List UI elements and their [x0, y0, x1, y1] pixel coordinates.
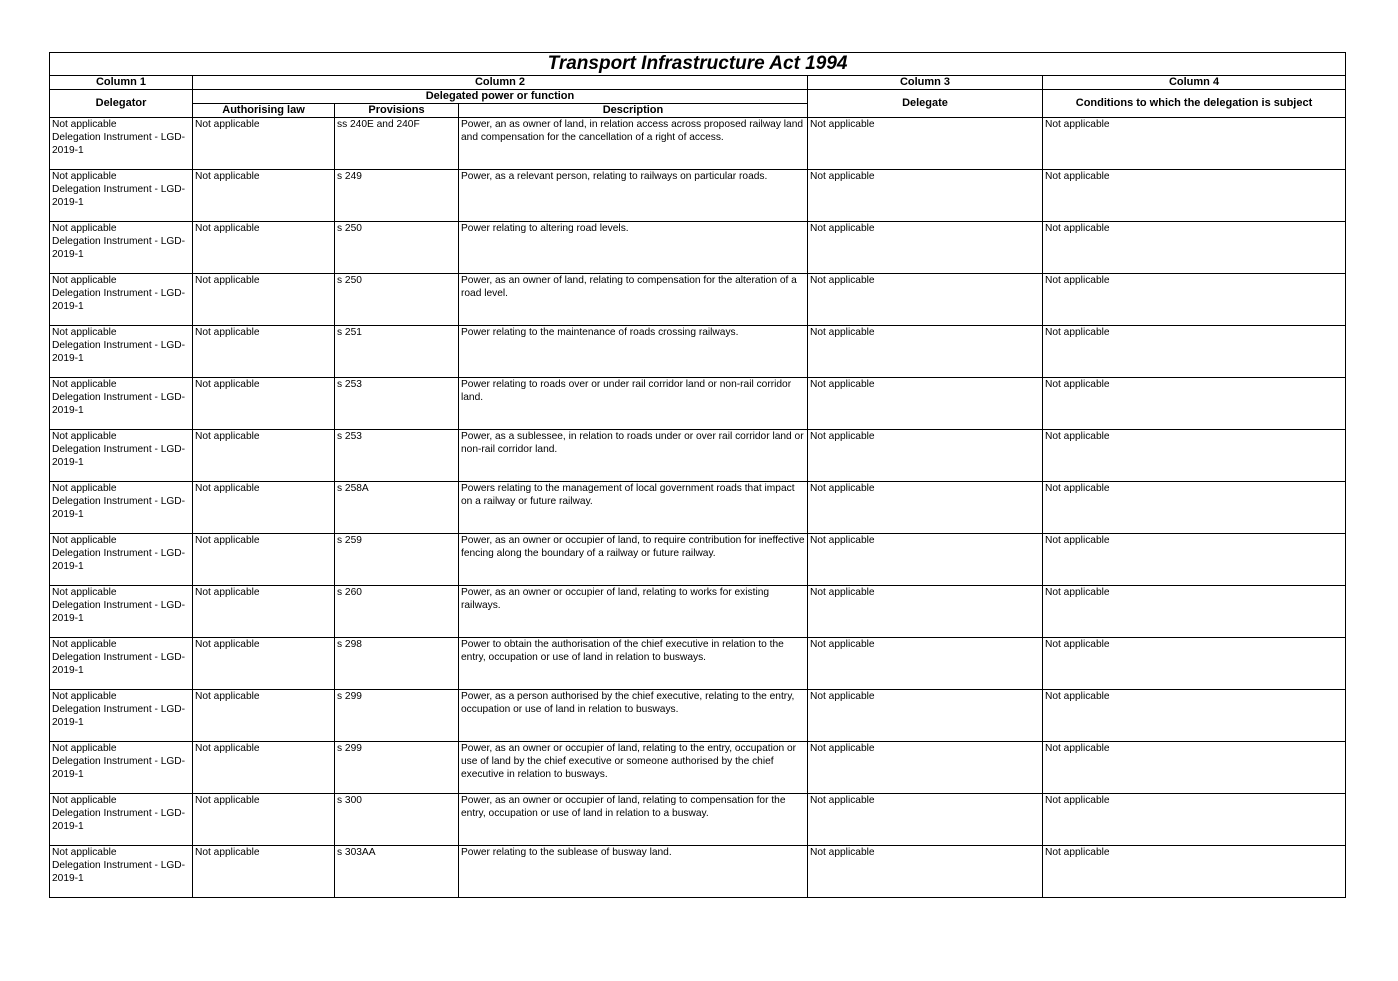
authorising-law-cell: Not applicable — [193, 534, 335, 586]
delegator-instrument: Delegation Instrument - LGD-2019-1 — [52, 652, 186, 676]
provisions-cell: s 259 — [335, 534, 459, 586]
delegator-instrument: Delegation Instrument - LGD-2019-1 — [52, 808, 186, 832]
description-cell: Power relating to altering road levels. — [459, 222, 808, 274]
delegator-cell — [50, 534, 193, 586]
delegator-text: Not applicable — [52, 327, 117, 338]
provisions-cell: s 250 — [335, 222, 459, 274]
delegate-cell: Not applicable — [808, 378, 1043, 430]
description-cell: Power relating to roads over or under rail corridor land or non-rail corridor land. — [459, 378, 808, 430]
authorising-law-cell: Not applicable — [193, 690, 335, 742]
delegator-cell — [50, 378, 193, 430]
delegate-cell: Not applicable — [808, 534, 1043, 586]
delegation-sheet — [49, 52, 1345, 898]
description-header: Description — [459, 104, 808, 118]
conditions-cell: Not applicable — [1043, 326, 1346, 378]
table-row — [50, 430, 1346, 482]
delegator-cell — [50, 638, 193, 690]
authorising-law-cell: Not applicable — [193, 430, 335, 482]
conditions-cell: Not applicable — [1043, 586, 1346, 638]
table-row — [50, 222, 1346, 274]
delegator-instrument: Delegation Instrument - LGD-2019-1 — [52, 548, 186, 572]
provisions-cell: s 253 — [335, 430, 459, 482]
delegator-text: Not applicable — [52, 535, 117, 546]
delegator-instrument: Delegation Instrument - LGD-2019-1 — [52, 444, 186, 468]
delegator-instrument: Delegation Instrument - LGD-2019-1 — [52, 184, 186, 208]
table-row — [50, 274, 1346, 326]
table-row — [50, 586, 1346, 638]
description-cell: Power, as a person authorised by the chief executive, relating to the entry, occupation or use of land in relation to busways. — [459, 690, 808, 742]
description-cell: Power, as an owner or occupier of land, to require contribution for ineffective fencing along the boundary of a railway or future railway. — [459, 534, 808, 586]
delegate-cell: Not applicable — [808, 794, 1043, 846]
conditions-cell: Not applicable — [1043, 846, 1346, 898]
delegator-cell — [50, 222, 193, 274]
delegate-cell: Not applicable — [808, 586, 1043, 638]
provisions-cell: s 260 — [335, 586, 459, 638]
delegate-cell: Not applicable — [808, 430, 1043, 482]
authorising-law-cell: Not applicable — [193, 846, 335, 898]
column-3-header: Column 3 — [808, 76, 1043, 90]
delegator-header: Delegator — [50, 90, 193, 118]
delegator-text: Not applicable — [52, 795, 117, 806]
delegator-cell — [50, 274, 193, 326]
table-row — [50, 742, 1346, 794]
delegator-text: Not applicable — [52, 119, 117, 130]
provisions-cell: s 300 — [335, 794, 459, 846]
provisions-cell: s 249 — [335, 170, 459, 222]
conditions-cell: Not applicable — [1043, 794, 1346, 846]
delegator-text: Not applicable — [52, 483, 117, 494]
delegate-cell: Not applicable — [808, 690, 1043, 742]
delegate-cell: Not applicable — [808, 118, 1043, 170]
conditions-header: Conditions to which the delegation is subject — [1043, 90, 1346, 118]
delegator-text: Not applicable — [52, 171, 117, 182]
provisions-header: Provisions — [335, 104, 459, 118]
authorising-law-cell: Not applicable — [193, 118, 335, 170]
description-cell: Power, as an owner or occupier of land, relating to the entry, occupation or use of land by the chief executive or someone authorised by the chief executive in relation to busways. — [459, 742, 808, 794]
table-row — [50, 482, 1346, 534]
delegator-cell — [50, 846, 193, 898]
page-title: Transport Infrastructure Act 1994 — [50, 53, 1346, 76]
conditions-cell: Not applicable — [1043, 690, 1346, 742]
authorising-law-cell: Not applicable — [193, 378, 335, 430]
conditions-cell: Not applicable — [1043, 378, 1346, 430]
provisions-cell: s 303AA — [335, 846, 459, 898]
conditions-cell: Not applicable — [1043, 482, 1346, 534]
column-2-header: Column 2 — [193, 76, 808, 90]
description-cell: Power, as an owner of land, relating to compensation for the alteration of a road level. — [459, 274, 808, 326]
delegator-instrument: Delegation Instrument - LGD-2019-1 — [52, 288, 186, 312]
delegate-cell: Not applicable — [808, 222, 1043, 274]
delegator-text: Not applicable — [52, 275, 117, 286]
table-row — [50, 170, 1346, 222]
authorising-law-cell: Not applicable — [193, 482, 335, 534]
provisions-cell: s 250 — [335, 274, 459, 326]
delegated-power-header: Delegated power or function — [193, 90, 808, 104]
conditions-cell: Not applicable — [1043, 534, 1346, 586]
delegator-text: Not applicable — [52, 431, 117, 442]
description-cell: Powers relating to the management of local government roads that impact on a railway or future railway. — [459, 482, 808, 534]
table-row — [50, 690, 1346, 742]
delegator-text: Not applicable — [52, 847, 117, 858]
delegator-cell — [50, 690, 193, 742]
provisions-cell: s 253 — [335, 378, 459, 430]
description-cell: Power relating to the maintenance of roads crossing railways. — [459, 326, 808, 378]
delegate-cell: Not applicable — [808, 846, 1043, 898]
delegator-cell — [50, 170, 193, 222]
authorising-law-cell: Not applicable — [193, 170, 335, 222]
delegator-instrument: Delegation Instrument - LGD-2019-1 — [52, 236, 186, 260]
conditions-cell: Not applicable — [1043, 742, 1346, 794]
conditions-cell: Not applicable — [1043, 638, 1346, 690]
authorising-law-cell: Not applicable — [193, 222, 335, 274]
delegator-instrument: Delegation Instrument - LGD-2019-1 — [52, 340, 186, 364]
delegator-cell — [50, 430, 193, 482]
provisions-cell: s 298 — [335, 638, 459, 690]
conditions-cell: Not applicable — [1043, 222, 1346, 274]
delegator-text: Not applicable — [52, 639, 117, 650]
description-cell: Power, as a relevant person, relating to railways on particular roads. — [459, 170, 808, 222]
provisions-cell: s 258A — [335, 482, 459, 534]
delegation-table — [49, 52, 1346, 898]
delegate-cell: Not applicable — [808, 482, 1043, 534]
delegator-cell — [50, 586, 193, 638]
table-row — [50, 326, 1346, 378]
table-row — [50, 378, 1346, 430]
description-cell: Power, an as owner of land, in relation access across proposed railway land and compensation for the cancellation of a right of access. — [459, 118, 808, 170]
provisions-cell: s 299 — [335, 690, 459, 742]
conditions-cell: Not applicable — [1043, 118, 1346, 170]
description-cell: Power, as an owner or occupier of land, relating to works for existing railways. — [459, 586, 808, 638]
delegator-cell — [50, 326, 193, 378]
table-row — [50, 638, 1346, 690]
delegator-cell — [50, 794, 193, 846]
description-cell: Power to obtain the authorisation of the chief executive in relation to the entry, occupation or use of land in relation to busways. — [459, 638, 808, 690]
table-row — [50, 534, 1346, 586]
column-1-header: Column 1 — [50, 76, 193, 90]
description-cell: Power, as a sublessee, in relation to roads under or over rail corridor land or non-rail corridor land. — [459, 430, 808, 482]
delegator-cell — [50, 118, 193, 170]
delegator-text: Not applicable — [52, 223, 117, 234]
delegator-instrument: Delegation Instrument - LGD-2019-1 — [52, 496, 186, 520]
delegator-instrument: Delegation Instrument - LGD-2019-1 — [52, 860, 186, 884]
delegate-cell: Not applicable — [808, 326, 1043, 378]
table-row — [50, 794, 1346, 846]
provisions-cell: s 251 — [335, 326, 459, 378]
table-row — [50, 846, 1346, 898]
authorising-law-cell: Not applicable — [193, 638, 335, 690]
delegator-instrument: Delegation Instrument - LGD-2019-1 — [52, 392, 186, 416]
conditions-cell: Not applicable — [1043, 430, 1346, 482]
delegate-cell: Not applicable — [808, 638, 1043, 690]
delegate-cell: Not applicable — [808, 170, 1043, 222]
delegator-cell — [50, 482, 193, 534]
delegator-text: Not applicable — [52, 379, 117, 390]
delegate-cell: Not applicable — [808, 742, 1043, 794]
delegator-text: Not applicable — [52, 691, 117, 702]
authorising-law-cell: Not applicable — [193, 326, 335, 378]
table-row — [50, 118, 1346, 170]
delegate-cell: Not applicable — [808, 274, 1043, 326]
description-cell: Power, as an owner or occupier of land, relating to compensation for the entry, occupation or use of land in relation to a busway. — [459, 794, 808, 846]
authorising-law-cell: Not applicable — [193, 794, 335, 846]
authorising-law-cell: Not applicable — [193, 274, 335, 326]
provisions-cell: ss 240E and 240F — [335, 118, 459, 170]
description-cell: Power relating to the sublease of busway land. — [459, 846, 808, 898]
authorising-law-header: Authorising law — [193, 104, 335, 118]
delegator-text: Not applicable — [52, 587, 117, 598]
delegator-instrument: Delegation Instrument - LGD-2019-1 — [52, 756, 186, 780]
conditions-cell: Not applicable — [1043, 274, 1346, 326]
authorising-law-cell: Not applicable — [193, 586, 335, 638]
column-4-header: Column 4 — [1043, 76, 1346, 90]
delegator-cell — [50, 742, 193, 794]
authorising-law-cell: Not applicable — [193, 742, 335, 794]
delegator-text: Not applicable — [52, 743, 117, 754]
delegator-instrument: Delegation Instrument - LGD-2019-1 — [52, 132, 186, 156]
delegator-instrument: Delegation Instrument - LGD-2019-1 — [52, 704, 186, 728]
provisions-cell: s 299 — [335, 742, 459, 794]
delegate-header: Delegate — [808, 90, 1043, 118]
conditions-cell: Not applicable — [1043, 170, 1346, 222]
delegator-instrument: Delegation Instrument - LGD-2019-1 — [52, 600, 186, 624]
